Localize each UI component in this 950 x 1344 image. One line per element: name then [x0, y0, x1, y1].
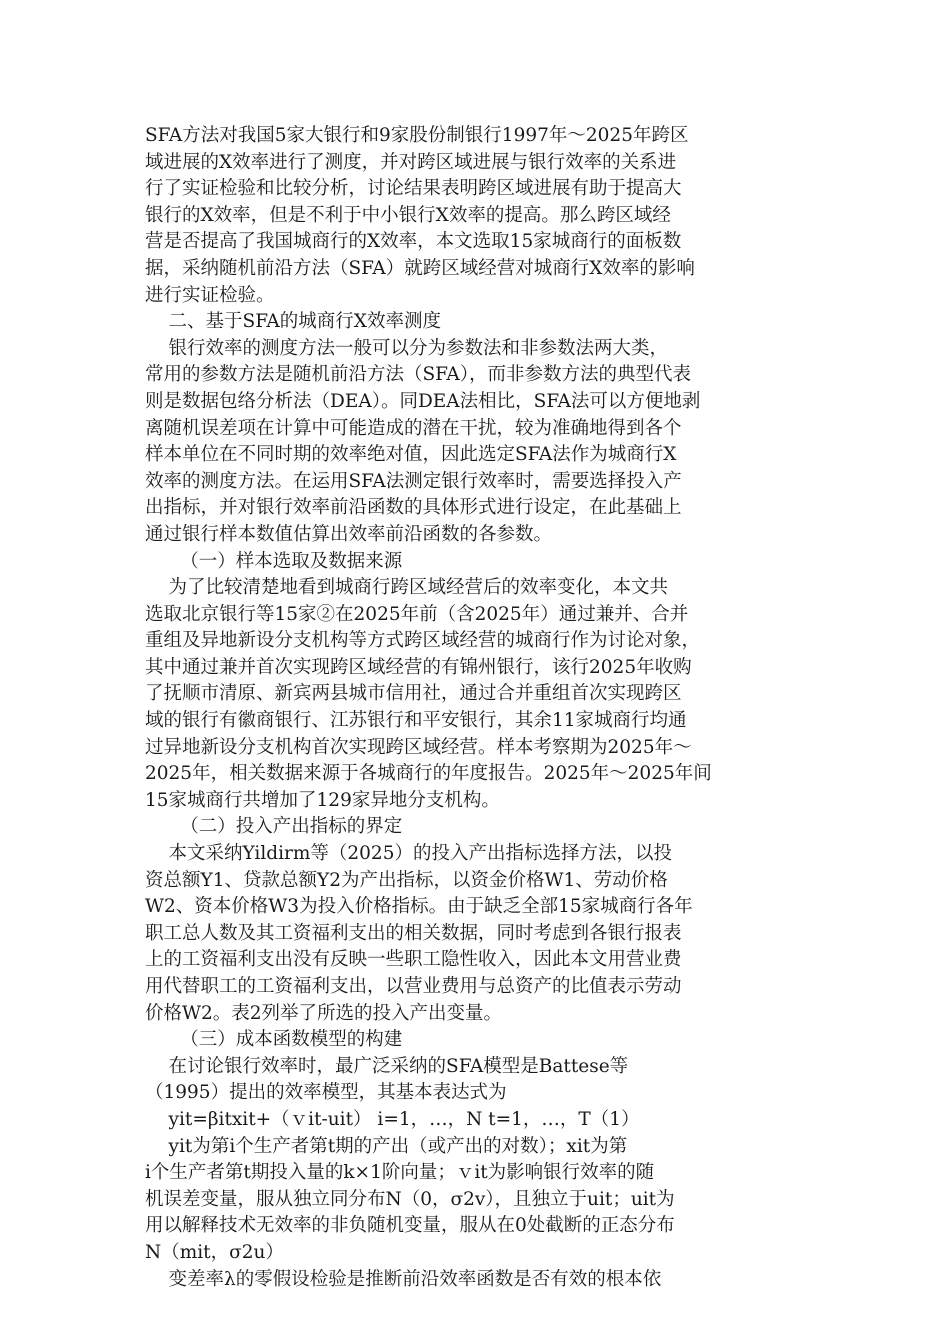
text-line: i个生产者第t期投入量的k×1阶向量；ｖit为影响银行效率的随: [145, 1162, 655, 1184]
body-text: [145, 123, 785, 1293]
text-line: 域的银行有徽商银行、江苏银行和平安银行，其余11家城商行均通: [145, 710, 687, 732]
text-line: 为了比较清楚地看到城商行跨区域经营后的效率变化，本文共: [145, 577, 669, 599]
text-line: 选取北京银行等15家②在2025年前（含2025年）通过兼并、合并: [145, 603, 689, 625]
text-line: 了抚顺市清原、新宾两县城市信用社，通过合并重组首次实现跨区: [145, 683, 682, 705]
formula-line: yit=βitxit+（ｖit-uit） i=1，…，N t=1，…，T（1）: [145, 1108, 640, 1130]
text-line: 营是否提高了我国城商行的X效率，本文选取15家城商行的面板数: [145, 231, 682, 253]
subsection-heading: （一）样本选取及数据来源: [145, 550, 403, 572]
text-line: 据，采纳随机前沿方法（SFA）就跨区域经营对城商行X效率的影响: [145, 257, 695, 279]
text-line: 重组及异地新设分支机构等方式跨区域经营的城商行作为讨论对象，: [145, 630, 701, 652]
text-line: 行了实证检验和比较分析，讨论结果表明跨区域进展有助于提高大: [145, 178, 682, 200]
text-line: 则是数据包络分析法（DEA）。同DEA法相比，SFA法可以方便地剥: [145, 390, 701, 412]
text-line: 价格W2。表2列举了所选的投入产出变量。: [145, 1002, 503, 1024]
text-line: 机误差变量，服从独立同分布N（0，σ2v），且独立于uit；uit为: [145, 1188, 675, 1210]
text-line: 变差率λ的零假设检验是推断前沿效率函数是否有效的根本依: [145, 1268, 662, 1290]
text-line: SFA方法对我国5家大银行和9家股份制银行1997年～2025年跨区: [145, 125, 689, 146]
text-line: 2025年，相关数据来源于各城商行的年度报告。2025年～2025年间: [145, 763, 712, 785]
text-line: 用代替职工的工资福利支出，以营业费用与总资产的比值表示劳动: [145, 976, 682, 997]
text-line: 离随机误差项在计算中可能造成的潜在干扰，较为准确地得到各个: [145, 417, 682, 439]
text-line: 域进展的X效率进行了测度，并对跨区域进展与银行效率的关系进: [145, 151, 677, 173]
text-line: 在讨论银行效率时，最广泛采纳的SFA模型是Battese等: [145, 1055, 629, 1077]
text-line: 职工总人数及其工资福利支出的相关数据，同时考虑到各银行报表: [145, 922, 682, 944]
text-line: 样本单位在不同时期的效率绝对值，因此选定SFA法作为城商行X: [145, 444, 677, 466]
text-line: 通过银行样本数值估算出效率前沿函数的各参数。: [145, 523, 553, 545]
text-line: 其中通过兼并首次实现跨区域经营的有锦州银行，该行2025年收购: [145, 656, 692, 678]
text-line: yit为第i个生产者第t期的产出（或产出的对数）；xit为第: [145, 1135, 628, 1157]
subsection-heading: （二）投入产出指标的界定: [145, 816, 403, 838]
text-line: 过异地新设分支机构首次实现跨区域经营。样本考察期为2025年～: [145, 736, 692, 758]
text-line: 用以解释技术无效率的非负随机变量，服从在0处截断的正态分布: [145, 1215, 675, 1237]
text-line: （1995）提出的效率模型，其基本表达式为: [145, 1082, 507, 1104]
text-line: W2、资本价格W3为投入价格指标。由于缺乏全部15家城商行各年: [145, 896, 693, 918]
subsection-heading: （三）成本函数模型的构建: [145, 1029, 403, 1051]
text-line: 本文采纳Yildirm等（2025）的投入产出指标选择方法，以投: [145, 843, 672, 865]
text-line: 常用的参数方法是随机前沿方法（SFA），而非参数方法的典型代表: [145, 364, 692, 386]
text-line: 15家城商行共增加了129家异地分支机构。: [145, 789, 500, 811]
text-line: 上的工资福利支出没有反映一些职工隐性收入，因此本文用营业费: [145, 949, 682, 971]
text-line: 资总额Y1、贷款总额Y2为产出指标，以资金价格W1、劳动价格: [145, 869, 668, 891]
text-line: 银行的X效率，但是不利于中小银行X效率的提高。那么跨区域经: [145, 204, 671, 226]
text-line: 效率的测度方法。在运用SFA法测定银行效率时，需要选择投入产: [145, 470, 682, 492]
section-heading: 二、基于SFA的城商行X效率测度: [145, 311, 441, 333]
text-line: 银行效率的测度方法一般可以分为参数法和非参数法两大类，: [145, 337, 669, 359]
text-line: 进行实证检验。: [145, 284, 275, 306]
text-line: N（mit，σ2u）: [145, 1241, 284, 1263]
text-line: 出指标，并对银行效率前沿函数的具体形式进行设定，在此基础上: [145, 497, 682, 519]
